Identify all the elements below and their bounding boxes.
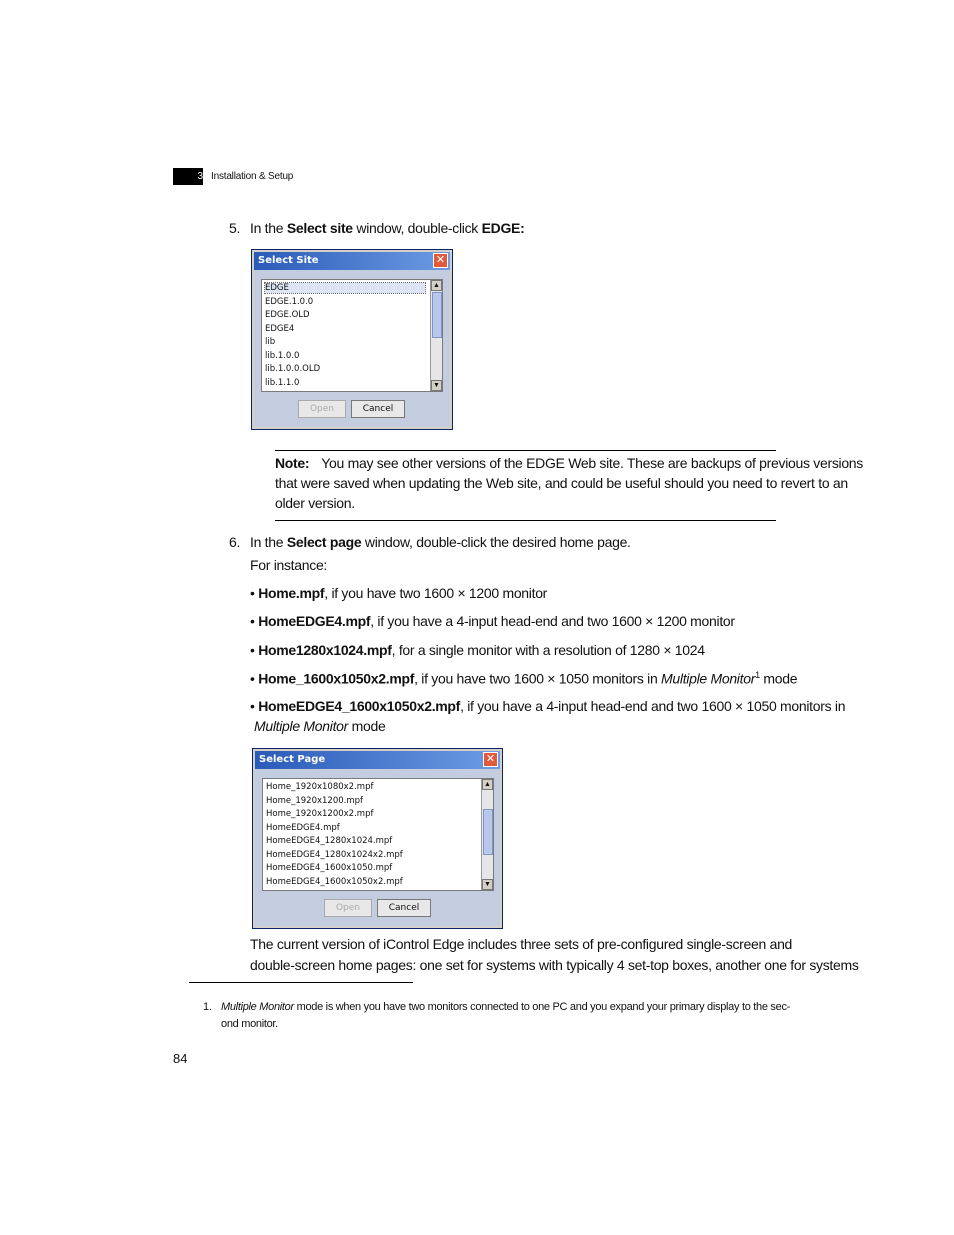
step-6-number: 6.: [229, 534, 241, 550]
scroll-down-icon[interactable]: ▼: [431, 380, 442, 391]
scrollbar[interactable]: [481, 779, 493, 890]
note-label: Note:: [275, 455, 310, 471]
chapter-title: Installation & Setup: [211, 171, 294, 182]
bullet-item: • Home1280x1024.mpf, for a single monitor with a resolution of 1280 × 1024: [250, 642, 705, 658]
dialog-titlebar[interactable]: [255, 751, 500, 769]
step-5-number: 5.: [229, 220, 241, 236]
open-button[interactable]: Open: [324, 899, 372, 917]
note-text: Note: You may see other versions of the EDGE Web site. These are backups of previous versions that were saved when updating the Web site, and could be useful should you need to revert to an older version.: [275, 455, 863, 511]
closing-line-1: The current version of iControl Edge includes three sets of pre-configured single-screen and: [250, 936, 793, 952]
footnote-rule: [189, 982, 413, 983]
bullet-item-continued: Multiple Monitor mode: [254, 718, 386, 734]
footnote-ref[interactable]: 1: [755, 670, 760, 680]
chapter-number: 3: [197, 171, 203, 182]
scrollbar[interactable]: [430, 280, 442, 391]
bullet-item: • Home_1600x1050x2.mpf, if you have two 1600 × 1050 monitors in Multiple Monitor$^1$ mode: [250, 670, 798, 687]
page-list[interactable]: [262, 778, 494, 891]
list-item[interactable]: EDGE: [265, 283, 425, 293]
scroll-thumb[interactable]: [483, 809, 493, 855]
for-instance: For instance:: [250, 557, 328, 573]
list-item[interactable]: lib.1.0.0.OLD: [265, 364, 321, 374]
note-top-rule: [275, 450, 776, 451]
step-6-text: In the Select page window, double-click the desired home page.: [250, 534, 631, 550]
list-item[interactable]: EDGE4: [265, 324, 295, 334]
list-item[interactable]: HomeEDGE4_1280x1024.mpf: [266, 836, 393, 846]
open-button[interactable]: Open: [298, 400, 346, 418]
list-item[interactable]: lib.1.0.0: [265, 351, 300, 361]
list-item[interactable]: lib: [265, 337, 276, 347]
cancel-button[interactable]: Cancel: [377, 899, 431, 917]
select-page-dialog: [252, 748, 503, 929]
closing-line-2: double-screen home pages: one set for systems with typically 4 set-top boxes, another one for systems: [250, 957, 859, 973]
list-item[interactable]: Home_1920x1200.mpf: [266, 796, 364, 806]
select-site-dialog: [251, 249, 453, 430]
site-list[interactable]: [261, 279, 443, 392]
scroll-down-icon[interactable]: ▼: [482, 879, 493, 890]
dialog-body: [255, 769, 500, 926]
list-item[interactable]: HomeEDGE4.mpf: [266, 823, 340, 833]
scroll-up-icon[interactable]: ▲: [431, 280, 442, 291]
list-item[interactable]: HomeEDGE4_1280x1024x2.mpf: [266, 850, 403, 860]
scroll-up-icon[interactable]: ▲: [482, 779, 493, 790]
bullet-item: • Home.mpf, if you have two 1600 × 1200 monitor: [250, 585, 548, 601]
footnote-line-2: ond monitor.: [221, 1018, 278, 1030]
cancel-button[interactable]: Cancel: [351, 400, 405, 418]
close-icon[interactable]: ✕: [483, 752, 498, 767]
chapter-number-box: [173, 168, 203, 185]
list-item[interactable]: HomeEDGE4_1600x1050x2.mpf: [266, 877, 403, 887]
step-5-text: In the Select site window, double-click EDGE:: [250, 220, 525, 236]
dialog-titlebar[interactable]: [254, 252, 450, 270]
list-item[interactable]: EDGE.1.0.0: [265, 297, 314, 307]
list-item[interactable]: EDGE.OLD: [265, 310, 310, 320]
list-item[interactable]: Home_1920x1080x2.mpf: [266, 782, 374, 792]
list-item[interactable]: HomeEDGE4_1600x1050.mpf: [266, 863, 393, 873]
list-item[interactable]: Home_1920x1200x2.mpf: [266, 809, 374, 819]
footnote-line-1: Multiple Monitor mode is when you have two monitors connected to one PC and you expand your primary display to the sec-: [221, 1001, 791, 1013]
dialog-body: [254, 270, 450, 427]
footnote-number: 1.: [203, 1001, 212, 1013]
page-number: 84: [173, 1051, 188, 1066]
dialog-title: Select Page: [259, 754, 326, 765]
note-bottom-rule: [275, 520, 776, 521]
bullet-item: • HomeEDGE4.mpf, if you have a 4-input head-end and two 1600 × 1200 monitor: [250, 613, 735, 629]
bullet-item: • HomeEDGE4_1600x1050x2.mpf, if you have a 4-input head-end and two 1600 × 1050 monitors in: [250, 698, 846, 714]
close-icon[interactable]: ✕: [433, 253, 448, 268]
list-item[interactable]: lib.1.1.0: [265, 378, 300, 388]
dialog-title: Select Site: [258, 255, 319, 266]
scroll-thumb[interactable]: [432, 292, 442, 338]
